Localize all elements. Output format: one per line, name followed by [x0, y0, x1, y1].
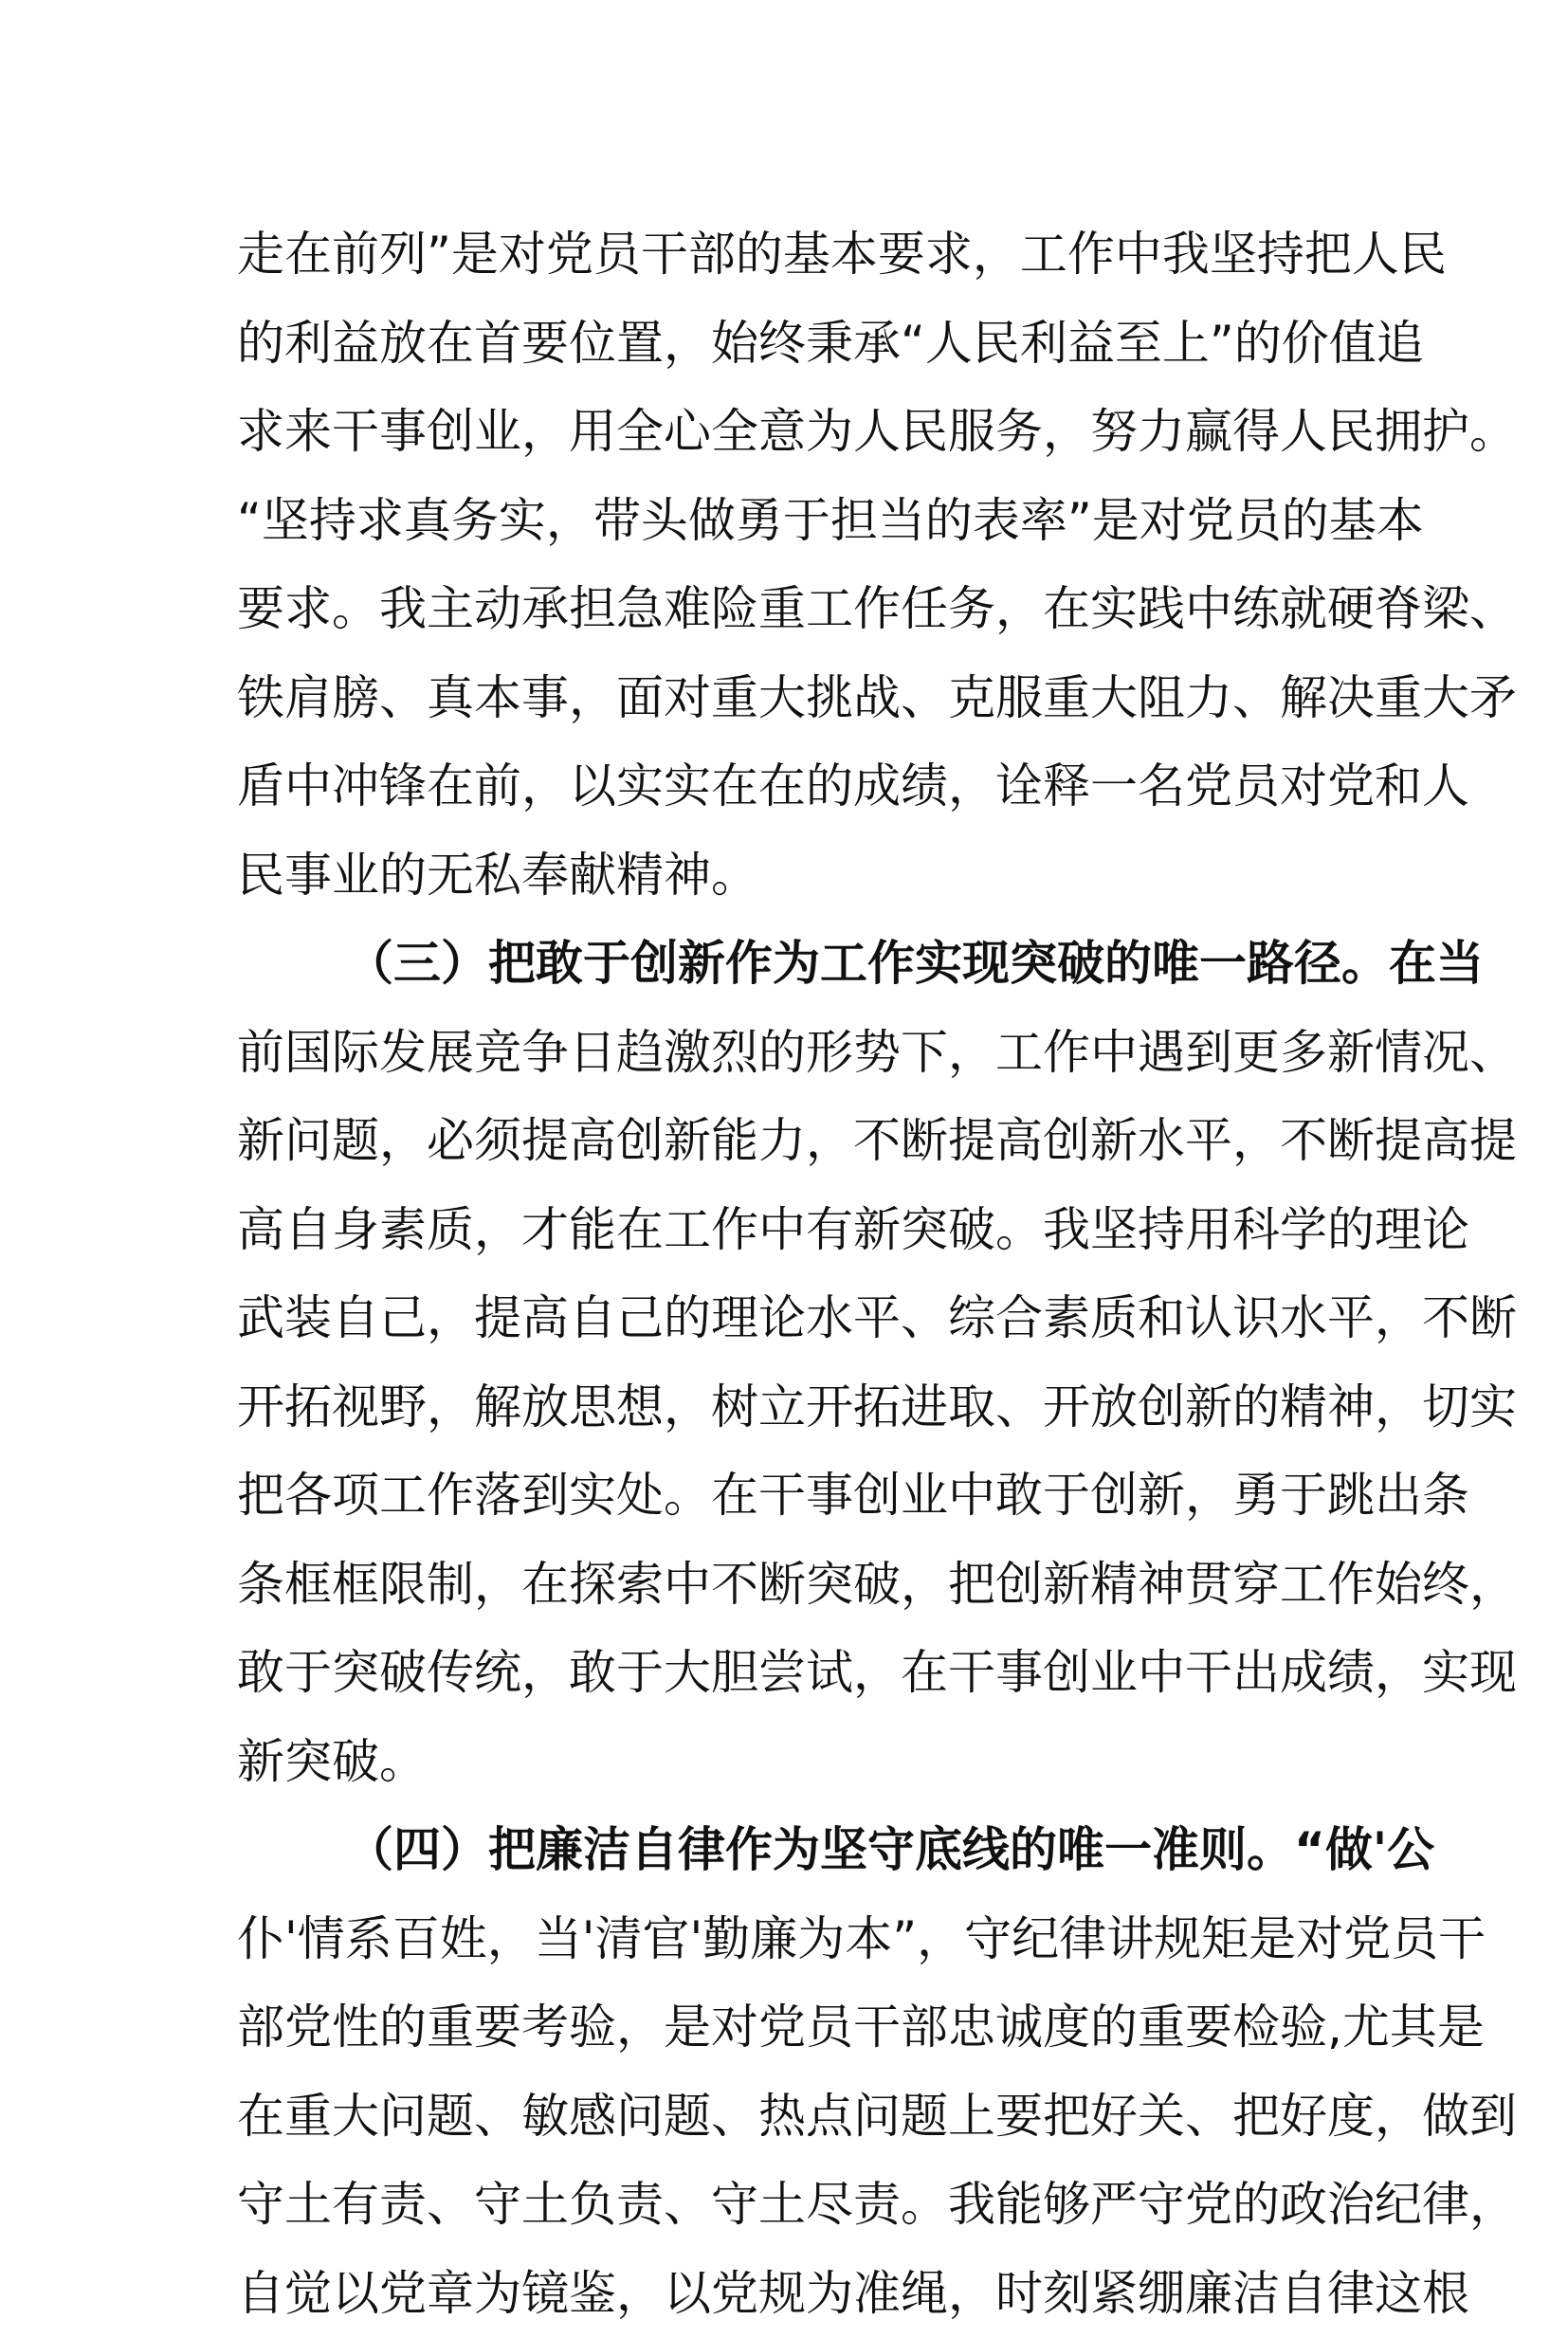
- section-heading-line: （四）把廉洁自律作为坚守底线的唯一准则。“做'公: [237, 1806, 1337, 1895]
- paragraph-line: 求来干事创业，用全心全意为人民服务，努力赢得人民拥护。: [237, 388, 1337, 477]
- paragraph-line: 前国际发展竞争日趋激烈的形势下，工作中遇到更多新情况、: [237, 1009, 1337, 1098]
- paragraph-line: 部党性的重要考验，是对党员干部忠诚度的重要检验,尤其是: [237, 1983, 1337, 2073]
- paragraph-line: 的利益放在首要位置，始终秉承“人民利益至上”的价值追: [237, 300, 1337, 389]
- paragraph-line: 守土有责、守土负责、守土尽责。我能够严守党的政治纪律，: [237, 2161, 1337, 2250]
- paragraph-line: 自觉以党章为镜鉴，以党规为准绳，时刻紧绷廉洁自律这根: [237, 2250, 1337, 2338]
- paragraph-line: 新问题，必须提高创新能力，不断提高创新水平，不断提高提: [237, 1097, 1337, 1186]
- paragraph-line: 新突破。: [237, 1718, 1337, 1807]
- paragraph-line: 开拓视野，解放思想，树立开拓进取、开放创新的精神，切实: [237, 1363, 1337, 1452]
- paragraph-line: 走在前列”是对党员干部的基本要求，工作中我坚持把人民: [237, 210, 1337, 300]
- paragraph-line: 在重大问题、敏感问题、热点问题上要把好关、把好度，做到: [237, 2073, 1337, 2162]
- paragraph-line: 条框框限制，在探索中不断突破，把创新精神贯穿工作始终，: [237, 1541, 1337, 1630]
- paragraph-line: 把各项工作落到实处。在干事创业中敢于创新，勇于跳出条: [237, 1452, 1337, 1541]
- paragraph-line: 民事业的无私奉献精神。: [237, 831, 1337, 921]
- paragraph-line: “坚持求真务实，带头做勇于担当的表率”是对党员的基本: [237, 477, 1337, 566]
- paragraph-line: 盾中冲锋在前，以实实在在的成绩，诠释一名党员对党和人: [237, 742, 1337, 831]
- paragraph-line: 要求。我主动承担急难险重工作任务，在实践中练就硬脊梁、: [237, 565, 1337, 654]
- paragraph-line: 武装自己，提高自己的理论水平、综合素质和认识水平，不断: [237, 1274, 1337, 1363]
- paragraph-line: 铁肩膀、真本事，面对重大挑战、克服重大阻力、解决重大矛: [237, 654, 1337, 743]
- body-text: [237, 210, 1337, 2338]
- paragraph-line: 高自身素质，才能在工作中有新突破。我坚持用科学的理论: [237, 1186, 1337, 1275]
- section-heading-line: （三）把敢于创新作为工作实现突破的唯一路径。在当: [237, 920, 1337, 1009]
- paragraph-line: 敢于突破传统，敢于大胆尝试，在干事创业中干出成绩，实现: [237, 1629, 1337, 1718]
- paragraph-line: 仆'情系百姓，当'清官'勤廉为本”，守纪律讲规矩是对党员干: [237, 1895, 1337, 1984]
